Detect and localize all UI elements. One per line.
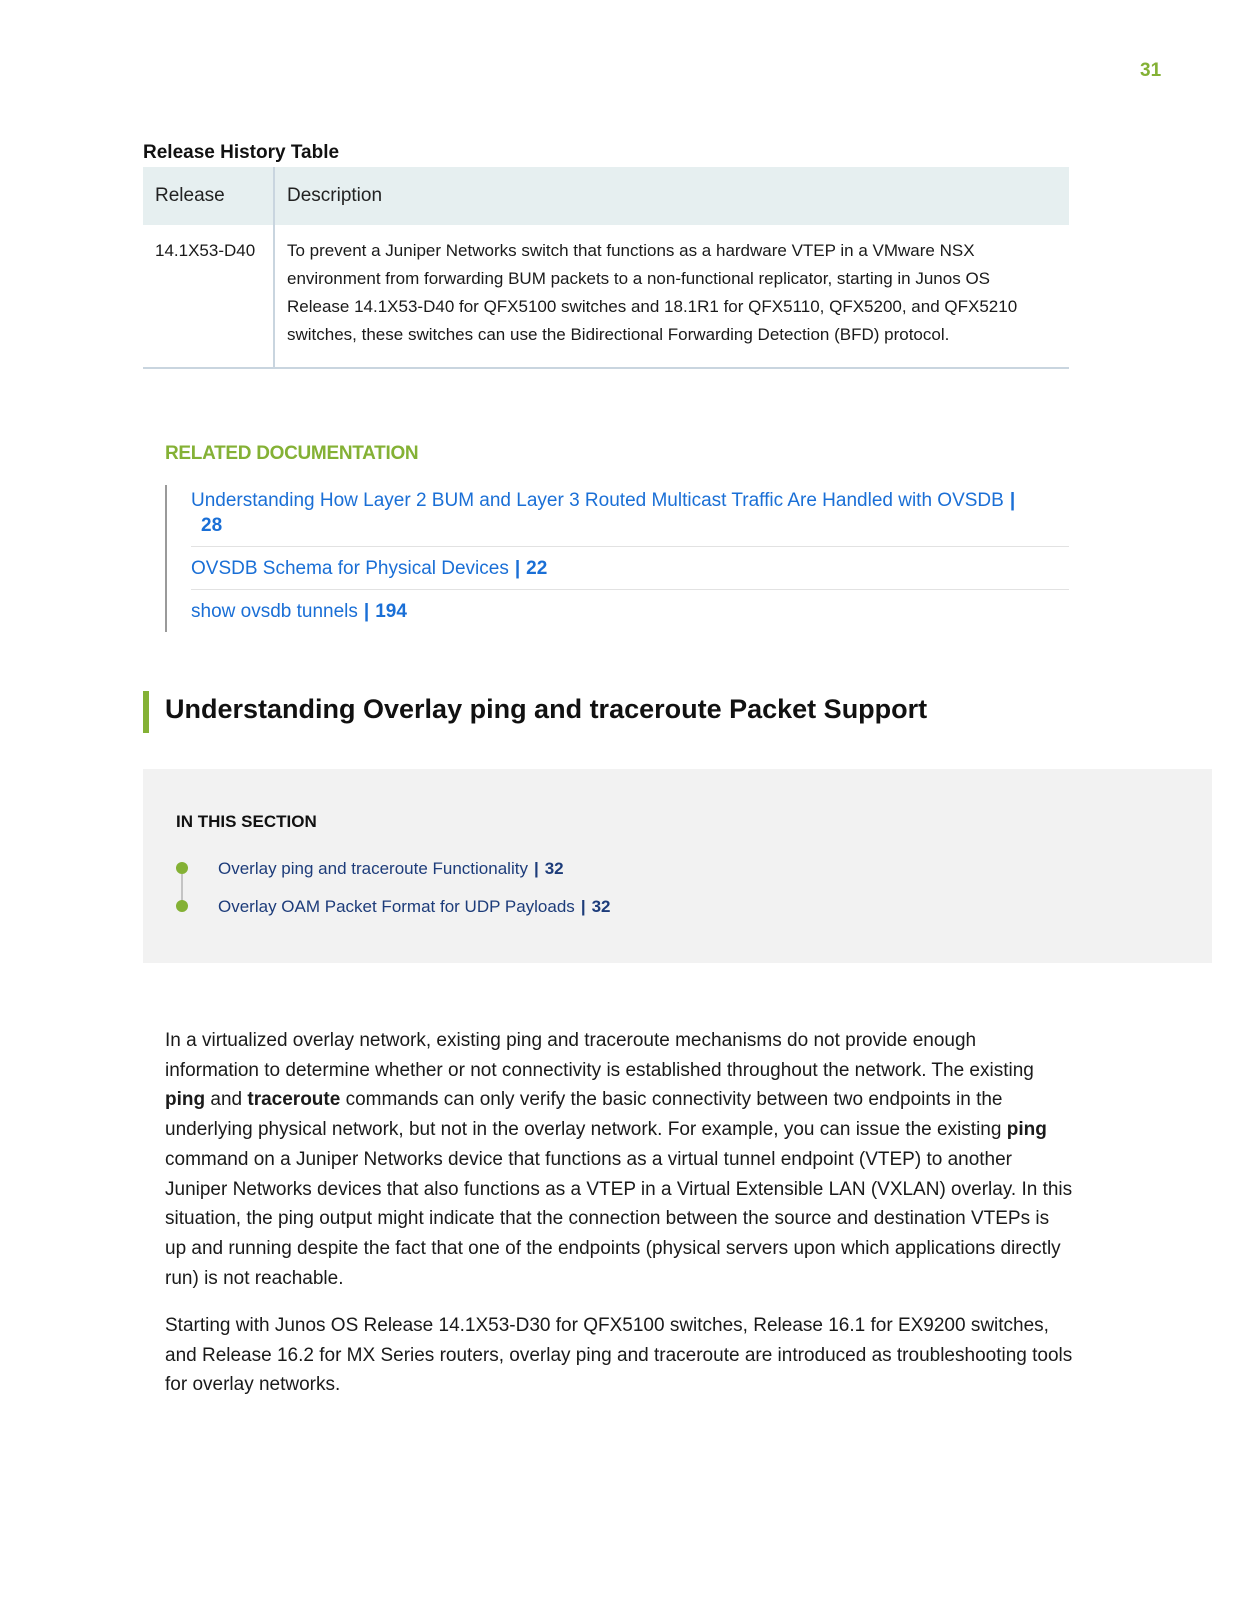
toc-page: 32 — [591, 897, 611, 916]
command-ping: ping — [165, 1089, 206, 1111]
related-link-text: show ovsdb tunnels — [191, 601, 358, 622]
command-traceroute: traceroute — [247, 1089, 341, 1111]
toc-separator: | — [533, 859, 539, 878]
toc-link[interactable] — [218, 859, 564, 879]
link-separator: | — [514, 558, 521, 579]
body-paragraph-2: Starting with Junos OS Release 14.1X53-D30 for QFX5100 switches, Release 16.1 for EX9200 switches, and Release 16.2 for MX Series routers, overlay ping and traceroute are introduced as troubleshooting tools for overlay networks. — [165, 1315, 1073, 1396]
related-link-ovsdb-schema[interactable] — [191, 553, 1069, 590]
table-row — [143, 225, 1069, 367]
section-accent-bar — [143, 691, 149, 733]
release-cell: 14.1X53-D40 — [155, 241, 256, 260]
paragraph-text: command on a Juniper Networks device that functions as a virtual tunnel endpoint (VTEP) to another Juniper Networks devices that also functions as a VTEP in a Virtual Extensible LAN (VXLAN) overlay. In this situation, the ping output might indicate that the connection between the source and destination VTEPs is up and running despite the fact that one of the endpoints (physical servers upon which applications directly run) is not reachable. — [165, 1148, 1073, 1289]
toc-item[interactable] — [176, 856, 611, 894]
paragraph-text: commands can only verify the basic connectivity between two endpoints in the underlying physical network, but not in the overlay network. For example, you can issue the existing — [165, 1089, 1007, 1141]
related-link-page: 28 — [201, 515, 223, 536]
section-title: Understanding Overlay ping and traceroute Packet Support — [165, 694, 928, 724]
toc-item[interactable] — [176, 894, 611, 932]
related-link-layer2-bum[interactable] — [191, 485, 1069, 547]
table-header-row — [143, 167, 1069, 225]
toc-link-text: Overlay ping and traceroute Functionality — [218, 859, 528, 878]
related-link-show-ovsdb-tunnels[interactable] — [191, 596, 1069, 632]
toc-page: 32 — [544, 859, 564, 878]
related-link-text: OVSDB Schema for Physical Devices — [191, 558, 509, 579]
related-link-text: Understanding How Layer 2 BUM and Layer 3 Routed Multicast Traffic Are Handled with OVSDB — [191, 490, 1004, 511]
link-separator: | — [1009, 490, 1016, 511]
related-documentation-list — [165, 485, 1069, 632]
page-number: 31 — [1140, 60, 1162, 81]
in-this-section-label: IN THIS SECTION — [176, 812, 317, 831]
section-toc-list — [176, 856, 611, 932]
bullet-dot-icon — [176, 862, 188, 874]
header-description: Description — [273, 167, 1069, 225]
toc-separator: | — [580, 897, 586, 916]
description-cell: To prevent a Juniper Networks switch that functions as a hardware VTEP in a VMware NSX environment from forwarding BUM packets to a non-functional replicator, starting in Junos OS Release 14.1X53-D40 for QFX5100 switches and 18.1R1 for QFX5110, QFX5200, and QFX5210 switches, these switches can use the Bidirectional Forwarding Detection (BFD) protocol. — [273, 225, 1069, 367]
related-documentation-heading: RELATED DOCUMENTATION — [165, 443, 419, 464]
bullet-dot-icon — [176, 900, 188, 912]
toc-link-text: Overlay OAM Packet Format for UDP Payloads — [218, 897, 575, 916]
header-release: Release — [155, 185, 225, 206]
release-history-table — [143, 167, 1069, 369]
related-link-page: 194 — [375, 601, 407, 622]
paragraph-text: and — [205, 1089, 248, 1111]
link-separator: | — [363, 601, 370, 622]
in-this-section-box — [143, 769, 1212, 963]
paragraph-text: In a virtualized overlay network, existing ping and traceroute mechanisms do not provide enough information to determine whether or not connectivity is established throughout the network. The existing — [165, 1030, 1034, 1081]
table-caption: Release History Table — [143, 142, 340, 163]
body-paragraph-1 — [165, 1026, 1075, 1293]
command-ping: ping — [1006, 1119, 1047, 1141]
related-link-page: 22 — [526, 558, 548, 579]
toc-link[interactable] — [218, 897, 611, 917]
